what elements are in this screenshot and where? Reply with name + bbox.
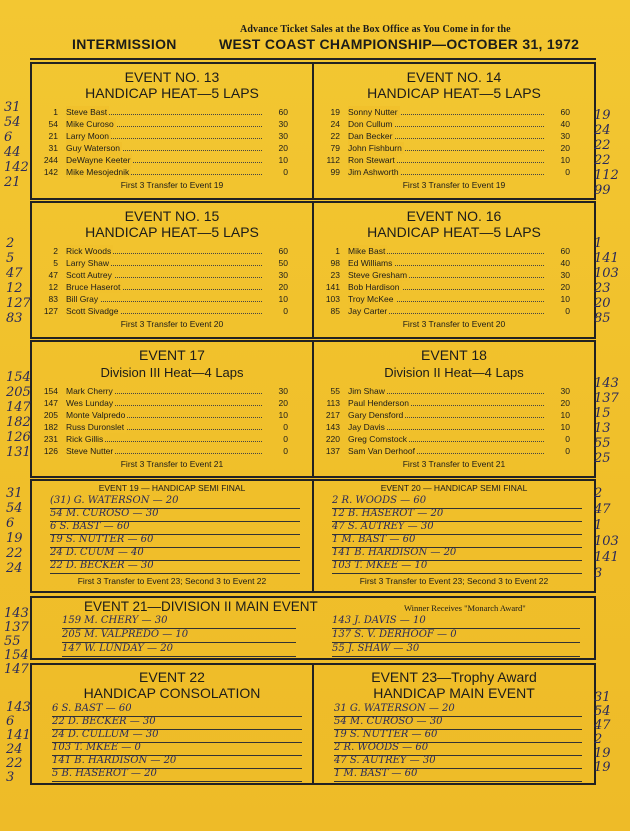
event18-subtitle: Division II Heat—4 Laps [384, 365, 524, 380]
rider-name: Steve Bast [66, 107, 108, 117]
handicap-value: 10 [560, 422, 570, 432]
handicap-value: 10 [560, 410, 570, 420]
entry-row [36, 106, 288, 118]
entry-row [318, 305, 570, 317]
rider-number: 182 [43, 422, 58, 432]
rider-number: 220 [325, 434, 340, 444]
margin-note: 127 [6, 296, 31, 311]
entry-row [318, 445, 570, 457]
entry-row [318, 154, 570, 166]
handwritten-entry: 103 T. MKEE — 0 [52, 741, 302, 756]
rider-name: Don Cullum [348, 119, 393, 129]
event15-subtitle: HANDICAP HEAT—5 LAPS [85, 224, 259, 240]
rider-name: Monte Valpredo [66, 410, 126, 420]
championship-title: WEST COAST CHAMPIONSHIP—OCTOBER 31, 1972 [219, 36, 580, 52]
rider-number: 31 [48, 143, 58, 153]
entry-row [318, 118, 570, 130]
handicap-value: 20 [560, 282, 570, 292]
event19-title: EVENT 19 — HANDICAP SEMI FINAL [98, 483, 246, 493]
entry-row [36, 281, 288, 293]
handwritten-entry: 54 M. CUROSO — 30 [50, 507, 300, 522]
margin-note: 103 [594, 266, 619, 281]
margin-note: 2 [6, 236, 15, 251]
entry-row [36, 245, 288, 257]
entry-row [36, 305, 288, 317]
margin-note: 12 [6, 281, 23, 296]
margin-note: 23 [594, 281, 611, 296]
handwritten-entry: 47 S. AUTREY — 30 [334, 754, 582, 769]
margin-note: 22 [6, 546, 23, 561]
handicap-value: 0 [565, 306, 570, 316]
entry-row [318, 433, 570, 445]
entry-row [318, 281, 570, 293]
rider-number: 24 [330, 119, 340, 129]
rider-number: 113 [326, 398, 340, 408]
handicap-value: 20 [278, 282, 288, 292]
rider-number: 47 [48, 270, 58, 280]
margin-note: 2 [594, 486, 603, 501]
margin-note: 24 [6, 742, 23, 757]
margin-note: 15 [594, 406, 611, 421]
rider-number: 154 [43, 386, 58, 396]
rider-number: 22 [330, 131, 340, 141]
rider-name: Sam Van Derhoof [348, 446, 415, 456]
rider-name: Larry Moon [66, 131, 109, 141]
margin-note: 22 [594, 153, 611, 168]
entry-row [318, 409, 570, 421]
rider-number: 83 [48, 294, 58, 304]
intermission-label: INTERMISSION [72, 36, 177, 52]
entry-row [36, 421, 288, 433]
event21-title: EVENT 21—DIVISION II MAIN EVENT [84, 599, 318, 614]
handwritten-entry: 6 S. BAST — 60 [52, 702, 302, 717]
event15-title: EVENT NO. 15 [124, 208, 220, 224]
handicap-value: 0 [283, 434, 288, 444]
event14-title: EVENT NO. 14 [406, 69, 502, 85]
margin-note: 25 [594, 451, 611, 466]
handicap-value: 60 [560, 107, 570, 117]
entry-row [318, 385, 570, 397]
handicap-value: 0 [283, 167, 288, 177]
rider-name: John Fishburn [348, 143, 402, 153]
handwritten-entry: 103 T. MKEE — 10 [332, 559, 582, 574]
rider-name: Dan Becker [348, 131, 393, 141]
rider-name: Troy McKee [348, 294, 394, 304]
handwritten-entry: 141 B. HARDISON — 20 [52, 754, 302, 769]
margin-note: 47 [6, 266, 23, 281]
margin-note: 22 [594, 138, 611, 153]
entry-row [36, 142, 288, 154]
handicap-value: 60 [560, 246, 570, 256]
handicap-value: 30 [560, 386, 570, 396]
margin-note: 44 [4, 145, 21, 160]
margin-note: 19 [594, 108, 611, 123]
handicap-value: 10 [560, 294, 570, 304]
event23-subtitle: HANDICAP MAIN EVENT [373, 685, 535, 701]
margin-note: 103 [594, 534, 619, 549]
rider-name: Larry Shaw [66, 258, 109, 268]
header-rule [30, 58, 596, 60]
margin-note: 85 [594, 311, 611, 326]
margin-note: 147 [6, 400, 31, 415]
rider-name: Sonny Nutter [348, 107, 398, 117]
rider-number: 141 [325, 282, 340, 292]
rider-name: Paul Henderson [348, 398, 409, 408]
handwritten-entry: (31) G. WATERSON — 20 [50, 494, 300, 509]
handwritten-entry: 1 M. BAST — 60 [334, 767, 582, 782]
rider-number: 143 [325, 422, 340, 432]
margin-note: 55 [4, 634, 21, 649]
margin-note: 137 [4, 620, 29, 635]
handicap-value: 40 [560, 258, 570, 268]
handwritten-entry: 1 M. BAST — 60 [332, 533, 582, 548]
margin-note: 55 [594, 436, 611, 451]
rider-name: Jim Shaw [348, 386, 385, 396]
handwritten-entry: 24 D. CULLUM — 30 [52, 728, 302, 743]
entry-row [318, 269, 570, 281]
event13-transfer: First 3 Transfer to Event 19 [120, 180, 224, 190]
event17-transfer: First 3 Transfer to Event 21 [120, 459, 224, 469]
handwritten-entry: 19 S. NUTTER — 60 [50, 533, 300, 548]
rider-number: 205 [43, 410, 58, 420]
rider-name: Bruce Haserot [66, 282, 121, 292]
margin-note: 20 [594, 296, 611, 311]
margin-note: 126 [6, 430, 31, 445]
handicap-value: 30 [560, 131, 570, 141]
margin-note: 6 [6, 714, 15, 729]
handwritten-entry: 19 S. NUTTER — 60 [334, 728, 582, 743]
margin-note: 142 [4, 160, 29, 175]
event16-subtitle: HANDICAP HEAT—5 LAPS [367, 224, 541, 240]
margin-note: 5 [6, 251, 15, 266]
margin-note: 1 [594, 236, 603, 251]
rider-name: Mark Cherry [66, 386, 113, 396]
rider-name: Mike Curoso [66, 119, 114, 129]
handicap-value: 0 [565, 446, 570, 456]
handicap-value: 0 [283, 446, 288, 456]
handwritten-entry: 12 B. HASEROT — 20 [332, 507, 582, 522]
event20-transfer: First 3 Transfer to Event 23; Second 3 to Event 22 [359, 576, 549, 586]
handwritten-entry: 2 R. WOODS — 60 [332, 494, 582, 509]
rider-number: 244 [43, 155, 58, 165]
event23-title: EVENT 23—Trophy Award [371, 669, 537, 685]
rider-number: 231 [43, 434, 58, 444]
handicap-value: 0 [283, 306, 288, 316]
margin-note: 131 [6, 445, 31, 460]
handicap-value: 20 [560, 398, 570, 408]
margin-note: 19 [6, 531, 23, 546]
handicap-value: 20 [278, 143, 288, 153]
rider-number: 79 [330, 143, 340, 153]
rider-name: Russ Duronslet [66, 422, 125, 432]
rider-name: Bill Gray [66, 294, 99, 304]
margin-note: 19 [594, 760, 611, 775]
handicap-value: 60 [278, 107, 288, 117]
rider-number: 98 [330, 258, 340, 268]
margin-note: 31 [594, 690, 611, 705]
margin-note: 182 [6, 415, 31, 430]
handwritten-entry: 137 S. V. DERHOOF — 0 [332, 628, 580, 643]
margin-note: 6 [4, 130, 13, 145]
entry-row [36, 409, 288, 421]
entry-row [36, 445, 288, 457]
entry-row [318, 142, 570, 154]
margin-note: 2 [594, 732, 603, 747]
handicap-value: 30 [560, 270, 570, 280]
margin-note: 112 [594, 168, 619, 183]
rider-name: Steve Nutter [66, 446, 114, 456]
event19-transfer: First 3 Transfer to Event 23; Second 3 to Event 22 [77, 576, 267, 586]
margin-note: 47 [594, 718, 611, 733]
margin-note: 54 [4, 115, 21, 130]
entry-row [36, 154, 288, 166]
rider-name: Ron Stewart [348, 155, 395, 165]
handicap-value: 40 [560, 119, 570, 129]
handicap-value: 0 [565, 434, 570, 444]
margin-note: 21 [4, 175, 21, 190]
handicap-value: 10 [278, 155, 288, 165]
event13-title: EVENT NO. 13 [124, 69, 220, 85]
rider-number: 1 [335, 246, 340, 256]
entry-row [36, 166, 288, 178]
event17-title: EVENT 17 [139, 347, 205, 363]
entry-row [318, 421, 570, 433]
event20-title: EVENT 20 — HANDICAP SEMI FINAL [380, 483, 528, 493]
rider-name: Scott Sivadge [66, 306, 119, 316]
entry-row [318, 293, 570, 305]
rider-number: 2 [53, 246, 58, 256]
margin-note: 31 [6, 486, 23, 501]
handicap-value: 50 [278, 258, 288, 268]
margin-note: 6 [6, 516, 15, 531]
handwritten-entry: 54 M. CUROSO — 30 [334, 715, 582, 730]
rider-name: Scott Autrey [66, 270, 112, 280]
event15-transfer: First 3 Transfer to Event 20 [120, 319, 224, 329]
rider-number: 99 [330, 167, 340, 177]
margin-note: 3 [594, 566, 603, 581]
handwritten-entry: 159 M. CHERY — 30 [62, 614, 296, 629]
rider-name: Rick Woods [66, 246, 112, 256]
margin-note: 1 [594, 518, 603, 533]
rider-name: Greg Comstock [348, 434, 408, 444]
entry-row [36, 385, 288, 397]
rider-number: 137 [325, 446, 340, 456]
margin-note: 141 [6, 728, 31, 743]
rider-number: 103 [325, 294, 340, 304]
rider-name: Jay Carter [348, 306, 388, 316]
entry-row [318, 397, 570, 409]
handwritten-entry: 47 S. AUTREY — 30 [332, 520, 582, 535]
margin-note: 154 [6, 370, 31, 385]
rider-number: 85 [330, 306, 340, 316]
handicap-value: 20 [560, 143, 570, 153]
margin-note: 143 [6, 700, 31, 715]
margin-note: 141 [594, 550, 619, 565]
event14-subtitle: HANDICAP HEAT—5 LAPS [367, 85, 541, 101]
handicap-value: 60 [278, 246, 288, 256]
event21-award: Winner Receives "Monarch Award" [404, 603, 526, 613]
event22-title: EVENT 22 [139, 669, 205, 685]
rider-name: Jim Ashworth [348, 167, 399, 177]
handwritten-entry: 22 D. BECKER — 30 [50, 559, 300, 574]
margin-note: 24 [6, 561, 23, 576]
entry-row [36, 130, 288, 142]
rider-number: 23 [330, 270, 340, 280]
margin-note: 24 [594, 123, 611, 138]
margin-note: 83 [6, 311, 23, 326]
handwritten-entry: 55 J. SHAW — 30 [332, 642, 580, 657]
rider-number: 126 [43, 446, 58, 456]
rider-number: 21 [48, 131, 58, 141]
entry-row [36, 397, 288, 409]
rider-name: Guy Waterson [66, 143, 121, 153]
rider-name: Steve Gresham [348, 270, 408, 280]
rider-name: Mike Bast [348, 246, 386, 256]
handicap-value: 30 [278, 270, 288, 280]
handicap-value: 0 [565, 167, 570, 177]
entry-row [318, 106, 570, 118]
rider-number: 217 [325, 410, 340, 420]
event14-transfer: First 3 Transfer to Event 19 [402, 180, 506, 190]
margin-note: 99 [594, 183, 611, 198]
handwritten-entry: 143 J. DAVIS — 10 [332, 614, 580, 629]
event17-subtitle: Division III Heat—4 Laps [100, 365, 244, 380]
margin-note: 147 [4, 662, 29, 677]
rider-number: 19 [330, 107, 340, 117]
rider-number: 1 [53, 107, 58, 117]
handicap-value: 20 [278, 398, 288, 408]
rider-number: 147 [43, 398, 58, 408]
margin-note: 19 [594, 746, 611, 761]
rider-name: Rick Gillis [66, 434, 104, 444]
margin-note: 137 [594, 391, 619, 406]
margin-note: 22 [6, 756, 23, 771]
handicap-value: 30 [278, 131, 288, 141]
handicap-value: 30 [278, 119, 288, 129]
advance-ticket-note: Advance Ticket Sales at the Box Office as You Come in for the [240, 24, 511, 35]
entry-row [36, 118, 288, 130]
rider-name: Wes Lunday [66, 398, 114, 408]
rider-number: 5 [53, 258, 58, 268]
margin-note: 143 [4, 606, 29, 621]
handwritten-entry: 22 D. BECKER — 30 [52, 715, 302, 730]
margin-note: 54 [594, 704, 611, 719]
rider-name: Gary Densford [348, 410, 404, 420]
handicap-value: 0 [283, 422, 288, 432]
entry-row [318, 130, 570, 142]
rider-number: 142 [43, 167, 58, 177]
handwritten-entry: 2 R. WOODS — 60 [334, 741, 582, 756]
entry-row [36, 269, 288, 281]
rider-number: 127 [43, 306, 58, 316]
rider-number: 54 [48, 119, 58, 129]
entry-row [36, 257, 288, 269]
event22-subtitle: HANDICAP CONSOLATION [83, 685, 261, 701]
handwritten-entry: 205 M. VALPREDO — 10 [62, 628, 296, 643]
rider-name: DeWayne Keeter [66, 155, 131, 165]
margin-note: 205 [6, 385, 31, 400]
margin-note: 3 [6, 770, 15, 785]
event16-transfer: First 3 Transfer to Event 20 [402, 319, 506, 329]
margin-note: 143 [594, 376, 619, 391]
margin-note: 54 [6, 501, 23, 516]
rider-name: Jay Davis [348, 422, 385, 432]
handicap-value: 10 [560, 155, 570, 165]
margin-note: 31 [4, 100, 21, 115]
handwritten-entry: 31 G. WATERSON — 20 [334, 702, 582, 717]
handwritten-entry: 6 S. BAST — 60 [50, 520, 300, 535]
handicap-value: 10 [278, 294, 288, 304]
entry-row [318, 257, 570, 269]
entry-row [36, 433, 288, 445]
margin-note: 47 [594, 502, 611, 517]
entry-row [318, 245, 570, 257]
handwritten-entry: 24 D. CUUM — 40 [50, 546, 300, 561]
rider-name: Mike Mesojednik [66, 167, 130, 177]
margin-note: 13 [594, 421, 611, 436]
entry-row [36, 293, 288, 305]
handwritten-entry: 5 B. HASEROT — 20 [52, 767, 302, 782]
rider-number: 12 [48, 282, 58, 292]
event13-subtitle: HANDICAP HEAT—5 LAPS [85, 85, 259, 101]
entry-row [318, 166, 570, 178]
margin-note: 141 [594, 251, 619, 266]
rider-name: Bob Hardison [348, 282, 400, 292]
rider-number: 112 [326, 155, 340, 165]
event18-title: EVENT 18 [421, 347, 487, 363]
event18-transfer: First 3 Transfer to Event 21 [402, 459, 506, 469]
handwritten-entry: 147 W. LUNDAY — 20 [62, 642, 296, 657]
handwritten-entry: 141 B. HARDISON — 20 [332, 546, 582, 561]
handicap-value: 10 [278, 410, 288, 420]
rider-name: Ed Williams [348, 258, 393, 268]
margin-note: 154 [4, 648, 29, 663]
handicap-value: 30 [278, 386, 288, 396]
rider-number: 55 [330, 386, 340, 396]
event16-title: EVENT NO. 16 [406, 208, 502, 224]
